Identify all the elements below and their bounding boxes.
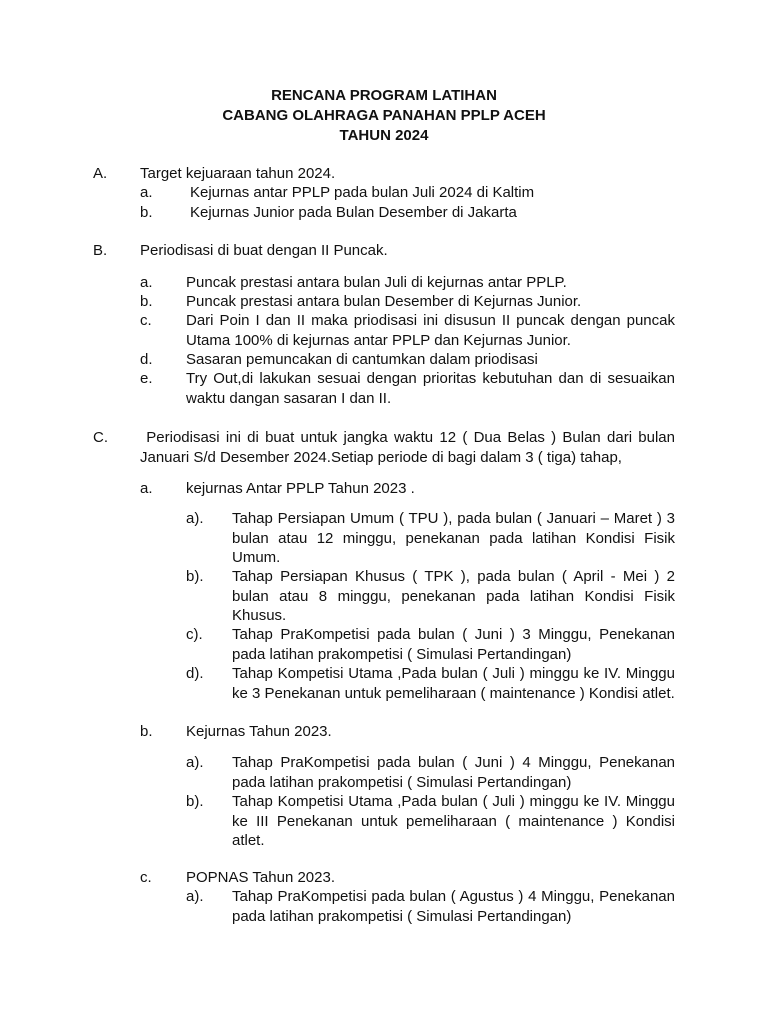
section-b-item-b-text: Puncak prestasi antara bulan Desember di Kejurnas Junior. [186, 293, 582, 310]
section-b-marker: B. [93, 242, 108, 259]
section-a-item-a-text: Kejurnas antar PPLP pada bulan Juli 2024 di Kaltim [190, 184, 535, 201]
section-b-item-c-text: Dari Poin I dan II maka priodisasi ini disusun II puncak dengan puncak Utama 100% di kejurnas antar PPLP dan Kejurnas Junior. [186, 312, 675, 349]
group-a-item-d-text: Tahap Kompetisi Utama ,Pada bulan ( Juli ) minggu ke IV. Minggu ke 3 Penekanan untuk pemeliharaan ( maintenance ) Kondisi atlet. [232, 665, 675, 702]
section-c-group-b-heading: Kejurnas Tahun 2023. [186, 723, 332, 740]
group-a-item-c-marker: c). [186, 626, 203, 643]
group-a-item-a-marker: a). [186, 510, 204, 527]
group-b-item-a-text: Tahap PraKompetisi pada bulan ( Juni ) 4 Minggu, Penekanan pada latihan prakompetisi ( Simulasi Pertandingan) [232, 754, 675, 791]
section-a-item-a-marker: a. [140, 184, 153, 201]
section-c-intro: Periodisasi ini di buat untuk jangka waktu 12 ( Dua Belas ) Bulan dari bulan Januari S/d Desember 2024.Setiap periode di bagi dalam 3 ( tiga) tahap, [140, 429, 680, 466]
group-a-item-d-marker: d). [186, 665, 204, 682]
group-a-item-c-text: Tahap PraKompetisi pada bulan ( Juni ) 3 Minggu, Penekanan pada latihan prakompetisi ( Simulasi Pertandingan) [232, 626, 675, 663]
section-b-item-a-marker: a. [140, 274, 153, 291]
section-c-group-a-heading: kejurnas Antar PPLP Tahun 2023 . [186, 480, 415, 497]
section-b-heading: Periodisasi di buat dengan II Puncak. [140, 242, 388, 259]
group-a-item-a-text: Tahap Persiapan Umum ( TPU ), pada bulan ( Januari – Maret ) 3 bulan atau 12 minggu, penekanan pada latihan Kondisi Fisik Umum. [232, 510, 675, 566]
group-a-item-b-text: Tahap Persiapan Khusus ( TPK ), pada bulan ( April - Mei ) 2 bulan atau 8 minggu, penekanan pada latihan Kondisi Fisik Khusus. [232, 568, 675, 624]
document-title-line-3: TAHUN 2024 [339, 127, 429, 144]
section-b-item-c-marker: c. [140, 312, 152, 329]
document-title-line-2: CABANG OLAHRAGA PANAHAN PPLP ACEH [222, 107, 546, 124]
section-b-item-d-text: Sasaran pemuncakan di cantumkan dalam priodisasi [186, 351, 538, 368]
section-b-item-b-marker: b. [140, 293, 153, 310]
section-a-item-b-marker: b. [140, 204, 153, 221]
section-b-item-e-text: Try Out,di lakukan sesuai dengan prioritas kebutuhan dan di sesuaikan waktu dangan sasaran I dan II. [186, 370, 675, 407]
section-a-item-b-text: Kejurnas Junior pada Bulan Desember di Jakarta [190, 204, 517, 221]
group-b-item-a-marker: a). [186, 754, 204, 771]
section-c-marker: C. [93, 429, 108, 446]
group-b-item-b-text: Tahap Kompetisi Utama ,Pada bulan ( Juli ) minggu ke IV. Minggu ke III Penekanan untuk pemeliharaan ( maintenance ) Kondisi atlet. [232, 793, 675, 849]
section-c-group-a-marker: a. [140, 480, 153, 497]
document-title-line-1: RENCANA PROGRAM LATIHAN [271, 87, 497, 104]
section-b-item-e-marker: e. [140, 370, 153, 387]
section-c-group-c-heading: POPNAS Tahun 2023. [186, 869, 335, 886]
group-c-item-a-marker: a). [186, 888, 204, 905]
section-b-item-d-marker: d. [140, 351, 153, 368]
group-c-item-a-text: Tahap PraKompetisi pada bulan ( Agustus ) 4 Minggu, Penekanan pada latihan prakompetisi ( Simulasi Pertandingan) [232, 888, 675, 925]
section-c-group-b-marker: b. [140, 723, 153, 740]
section-b-item-a-text: Puncak prestasi antara bulan Juli di kejurnas antar PPLP. [186, 274, 567, 291]
section-a-marker: A. [93, 165, 108, 182]
group-b-item-b-marker: b). [186, 793, 204, 810]
section-a-heading: Target kejuaraan tahun 2024. [140, 165, 336, 182]
group-a-item-b-marker: b). [186, 568, 204, 585]
section-c-group-c-marker: c. [140, 869, 152, 886]
